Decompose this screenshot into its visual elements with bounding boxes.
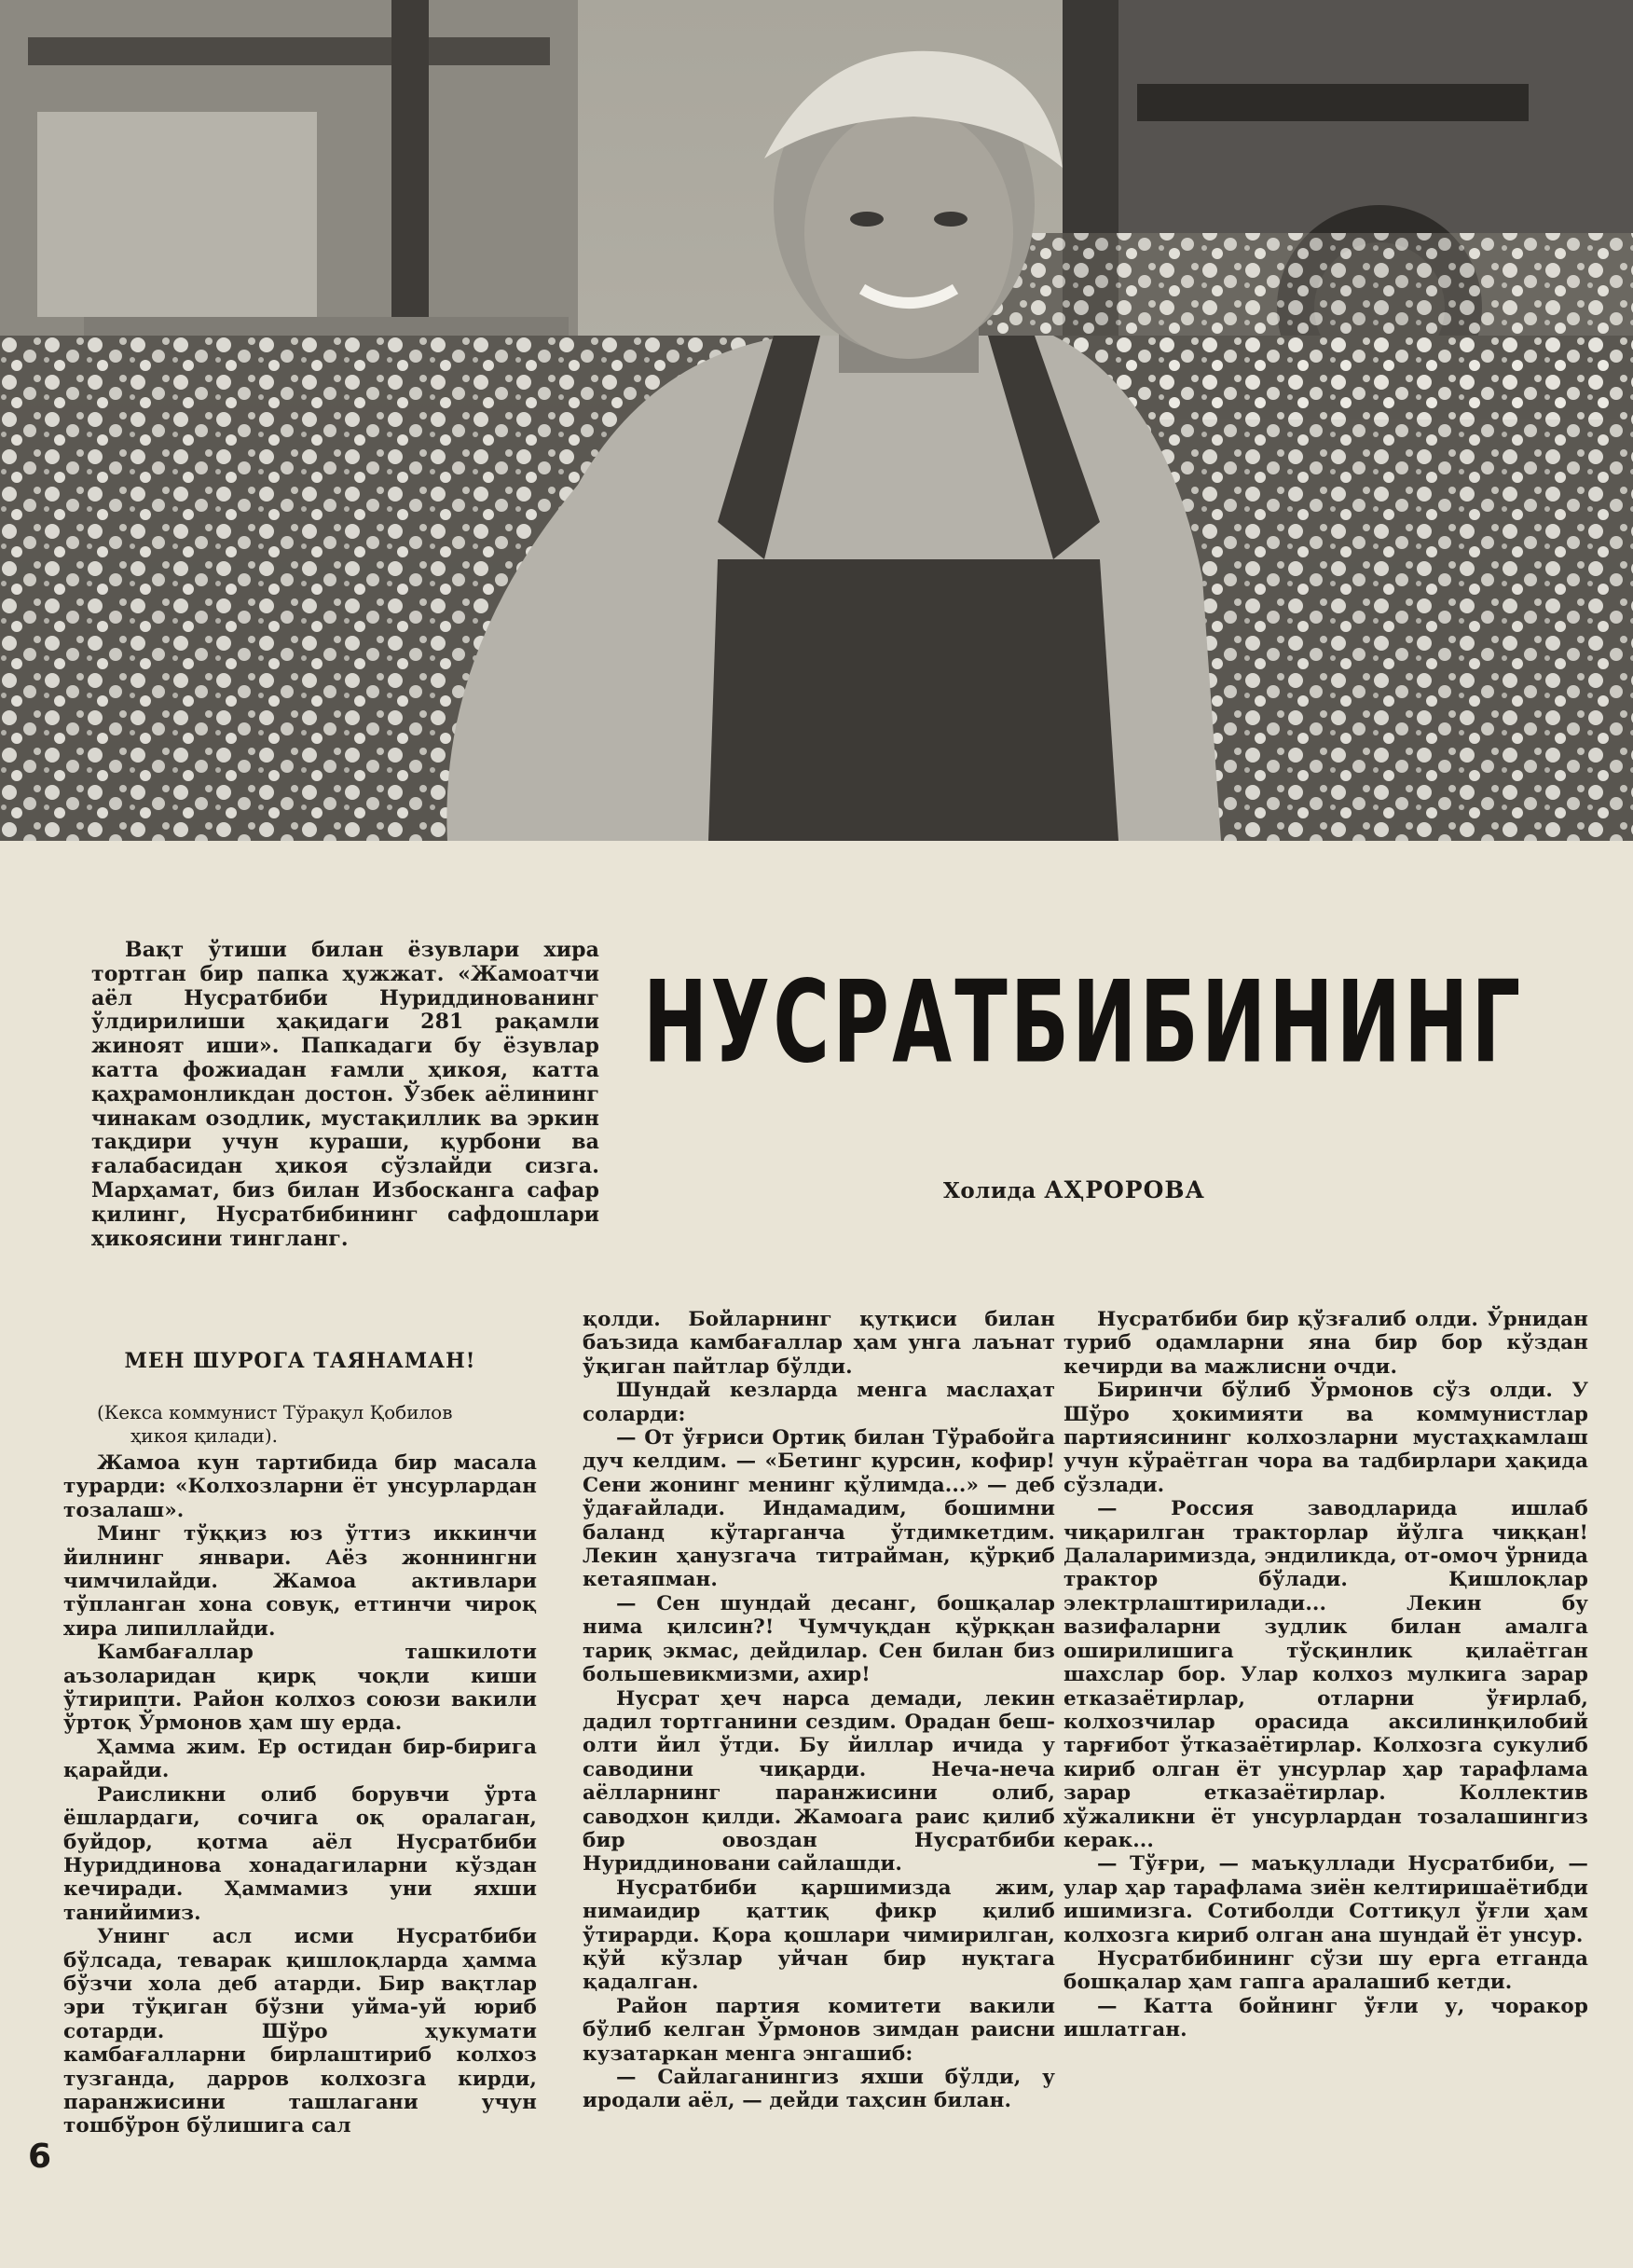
section-title: МЕН ШУРОГА ТАЯНАМАН!	[124, 1349, 476, 1373]
intro-block	[91, 939, 599, 1251]
paragraph: — Сен шундай десанг, бошқалар нима қилсин?! Чумчуқдан қўрққан тариқ экмас, дейдилар. Сен билан биз большевикмизми, ахир!	[583, 1591, 1055, 1687]
paragraph: Жамоа кун тартибида бир масала турарди: «Колхозларни ёт унсурлардан тозалаш».	[63, 1451, 537, 1522]
author-first-name: Холида	[943, 1178, 1036, 1203]
narrator-note-line-2: ҳикоя қилади).	[130, 1424, 279, 1447]
photo-illustration	[0, 0, 1633, 841]
text-column-2	[583, 1308, 1055, 2113]
text-column-1	[63, 1308, 537, 2138]
paragraph: Шундай кезларда менга маслаҳат соларди:	[583, 1379, 1055, 1426]
cover-photo	[0, 0, 1633, 841]
author-last-name: АҲРОРОВА	[1044, 1176, 1205, 1203]
paragraph: Камбағаллар ташкилоти аъзоларидан қирқ чоқли киши ўтирипти. Район колхоз союзи вакили ўртоқ Ўрмонов ҳам шу ерда.	[63, 1641, 537, 1736]
paragraph: Нусратбиби бир қўзғалиб олди. Ўрнидан туриб одамларни яна бир бор кўздан кечирди ва мажлисни очди.	[1064, 1308, 1588, 1379]
page-number: 6	[28, 2137, 52, 2176]
paragraph: Минг тўққиз юз ўттиз иккинчи йилнинг январи. Аёз жоннингни чимчилайди. Жамоа активлари тўпланган хона совуқ, еттинчи чироқ хира липиллайди.	[63, 1522, 537, 1641]
paragraph: Нусрат ҳеч нарса демади, лекин дадил тортганини сездим. Орадан беш-олти йил ўтди. Бу йиллар ичида у саводини чиқарди. Неча-неча аёлларнинг паранжисини олиб, саводхон қилди. Жамоага раис қилиб бир овоздан Нусратбиби Нуриддиновани сайлашди.	[583, 1686, 1055, 1876]
paragraph: — Тўғри, — маъқуллади Нусратбиби, — улар ҳар тарафлама зиён келтиришаётибди ишимизга. Сотиболди Соттиқул ўғли ҳам колхозга кириб олган ана шундай ёт унсур.	[1064, 1852, 1588, 1947]
paragraph: — Катта бойнинг ўғли у, чоракор ишлатган.	[1064, 1994, 1588, 2042]
paragraph: Биринчи бўлиб Ўрмонов сўз олди. У Шўро ҳокимияти ва коммунистлар партиясининг колхозларни мустаҳкамлаш учун кўраётган чора ва тадбирлари ҳақида сўзлади.	[1064, 1379, 1588, 1497]
article-headline: НУСРАТБИБИНИНГ	[643, 957, 1524, 1089]
paragraph: — Сайлаганингиз яхши бўлди, у иродали аёл, — дейди таҳсин билан.	[583, 2066, 1055, 2113]
narrator-note-line-1: (Кекса коммунист Тўрақул Қобилов	[97, 1401, 453, 1423]
paragraph: Унинг асл исми Нусратбиби бўлсада, теварак қишлоқларда ҳамма бўзчи хола деб атарди. Бир вақтлар эри тўқиган бўзни уйма-уй юриб сотарди. Шўро ҳукумати камбағалларни бирлаштириб колхоз тузганда, дарров колхозга кирди, паранжисини ташлагани учун тошбўрон бўлишига сал	[63, 1925, 537, 2138]
paragraph: Ҳамма жим. Ер остидан бир-бирига қарайди.	[63, 1735, 537, 1783]
paragraph: Район партия комитети вакили бўлиб келган Ўрмонов зимдан раисни кузатаркан менга энгашиб:	[583, 1994, 1055, 2066]
paragraph: — От ўғриси Ортиқ билан Тўрабойга дуч келдим. — «Бетинг қурсин, кофир! Сени жонинг менинг қўлимда...» — деб ўдағайлади. Индамадим, бошимни баланд кўтарганча ўтдимкетдим. Лекин ҳанузгача титрайман, қўрқиб кетаяпман.	[583, 1426, 1055, 1592]
intro-paragraph: Вақт ўтиши билан ёзувлари хира тортган бир папка ҳужжат. «Жамоатчи аёл Нусратбиби Нуриддинованинг ўлдирилиши ҳақидаги 281 рақамли жиноят иши». Папкадаги бу ёзувлар катта фожиадан ғамли ҳикоя, катта қаҳрамонликдан достон. Ўзбек аёлининг чинакам озодлик, мустақиллик ва эркин тақдири учун кураши, қурбони ва ғалабасидан ҳикоя сўзлайди сизга. Марҳамат, биз билан Избосканга сафар қилинг, Нусратбибининг сафдошлари ҳикоясини тингланг.	[91, 938, 599, 1251]
paragraph: Нусратбиби қаршимизда жим, нимаидир қаттиқ фикр қилиб ўтирарди. Қора қошлари чимирилган, қўй кўзлар уйчан бир нуқтага қадалган.	[583, 1876, 1055, 1995]
paragraph: Нусратбибининг сўзи шу ерга етганда бошқалар ҳам гапга аралашиб кетди.	[1064, 1946, 1588, 1995]
text-column-3	[1064, 1308, 1588, 2042]
paragraph: Раисликни олиб борувчи ўрта ёшлардаги, сочига оқ оралаган, буйдор, қотма аёл Нусратбиби Нуриддинова хонадагиларни кўздан кечиради. Ҳаммамиз уни яхши танийимиз.	[63, 1782, 537, 1925]
paragraph: — Россия заводларида ишлаб чиқарилган тракторлар йўлга чиққан! Далаларимизда, эндиликда, от-омоч ўрнида трактор бўлади. Қишлоқлар электрлаштирилади... Лекин бу вазифаларни зудлик билан амалга оширилишига тўсқинлик қилаётган шахслар бор. Улар колхоз мулкига зарар етказаётирлар, отларни ўғирлаб, колхозчилар орасида аксилинқилобий тарғибот ўтказаётирлар. Колхозга сукулиб кириб олган ёт унсурлар ҳар тарафлама зарар етказаётирлар. Коллектив хўжаликни ёт унсурлардан тозалашингиз керак...	[1064, 1497, 1588, 1852]
narrator-note	[63, 1401, 537, 1448]
author-byline	[943, 1176, 1205, 1203]
paragraph: қолди. Бойларнинг қутқиси билан баъзида камбағаллар ҳам унга лаънат ўқиган пайтлар бўлди.	[583, 1308, 1055, 1379]
